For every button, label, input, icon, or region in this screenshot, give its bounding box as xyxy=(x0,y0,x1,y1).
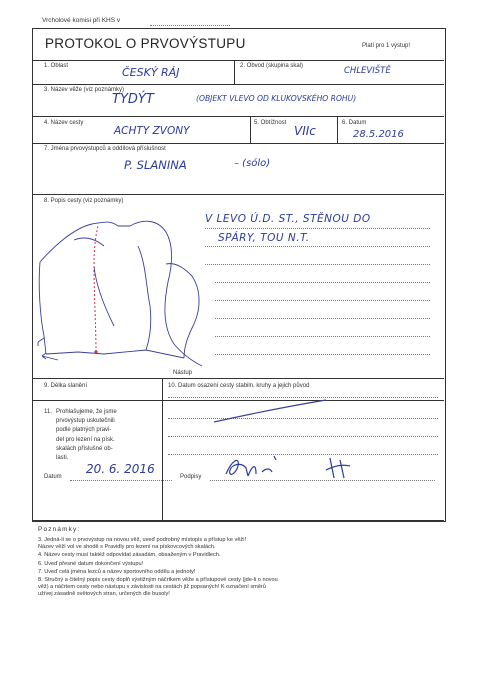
field-jmena-value[interactable]: P. SLANINA xyxy=(124,158,187,172)
note-item: Název věží vol ve shodě s Pravidly pro lezení na pískovcových skalách. xyxy=(38,544,216,551)
note-item: 8. Stručný a čitelný popis cesty doplň výstižným náčrtkem věže a přístupové cesty (jde-li o novou xyxy=(38,577,278,584)
field-vez-label: 3. Název věže (viz poznámky) xyxy=(44,87,125,93)
description-dotline xyxy=(215,282,430,283)
route-sketch xyxy=(34,206,214,376)
note-item: 4. Název cesty musí taktéž odpovídat zásadám, obsaženým v Pravidlech. xyxy=(38,552,221,559)
field-vez-note[interactable]: (OBJEKT VLEVO OD KLUKOVSKÉHO ROHU) xyxy=(196,94,357,103)
row-line xyxy=(32,143,444,144)
note-item: 7. Uveď celá jména lezců a název sportovního oddílu a jednoty! xyxy=(38,568,196,575)
declaration-dotline xyxy=(168,436,438,437)
col-line xyxy=(337,116,338,143)
rock-outline xyxy=(138,246,151,350)
description-dotline xyxy=(215,300,430,301)
rock-outline xyxy=(40,221,202,366)
note-item: 6. Uveď přesné datum dokončení výstupu! xyxy=(38,560,144,567)
form-title: PROTOKOL O PRVOVÝSTUPU xyxy=(45,36,246,51)
col-line xyxy=(162,378,163,520)
field-popis-line2[interactable]: SPÁRY, TOU N.T. xyxy=(218,232,310,244)
datum-value[interactable]: 20. 6. 2016 xyxy=(86,462,155,476)
field-jmena-label: 7. Jména prvovýstupců a oddílová příslušnost xyxy=(44,146,166,152)
row-line xyxy=(32,84,444,85)
route-start-mark xyxy=(94,350,97,353)
field-cesta-value[interactable]: ACHTY ZVONY xyxy=(114,125,190,137)
notes-heading: Poznámky: xyxy=(38,526,81,533)
datum-label: Datum xyxy=(44,474,62,480)
field-kruhy-label: 10. Datum osazení cesty stabiln. kruhy a jejich původ xyxy=(168,383,310,389)
field-cesta-label: 4. Název cesty xyxy=(44,120,84,126)
route-line xyxy=(94,226,98,352)
field-obtiznost-value[interactable]: VIIc xyxy=(294,124,316,138)
declaration-text xyxy=(56,408,117,463)
field-obvod-value[interactable]: CHLEVIŠTĚ xyxy=(344,66,391,76)
field-obtiznost-label: 5. Obtížnost xyxy=(254,120,287,126)
declaration-line: Prohlašujeme, že jsme xyxy=(56,409,117,415)
note-item: užívej zásadně světových stran, určených dle busoly! xyxy=(38,591,170,598)
description-dotline xyxy=(215,354,430,355)
description-dotline xyxy=(215,336,430,337)
col-line xyxy=(234,60,235,84)
description-dotline xyxy=(205,228,430,229)
podpisy-label: Podpisy xyxy=(180,474,202,480)
row-line xyxy=(32,194,444,195)
field-oblast-label: 1. Oblast xyxy=(44,63,69,69)
field-popis-label: 8. Popis cesty (viz poznámky) xyxy=(44,198,124,204)
strike-line xyxy=(210,396,330,426)
description-dotline xyxy=(205,246,430,247)
notes-list xyxy=(38,537,278,599)
nastup-label: Nástup xyxy=(173,370,193,376)
issuer-dotline xyxy=(150,25,230,26)
col-line xyxy=(250,116,251,143)
declaration-line: podle platných pravi- xyxy=(56,427,112,434)
declaration-line: prvovýstup uskutečnili xyxy=(56,418,115,425)
description-dotline xyxy=(215,318,430,319)
rock-outline xyxy=(166,264,199,358)
note-item: věž) a náčrtem cesty nebo nástupu v závislosti na cestách již popsaných! K označení směrů xyxy=(38,584,266,591)
description-dotline xyxy=(205,264,430,265)
issuer-text: Vrcholové komisi při KHS v xyxy=(42,17,121,24)
signature xyxy=(222,452,362,482)
datum-dotline xyxy=(70,480,172,481)
declaration-line: skalách příslušné ob- xyxy=(56,445,113,452)
field-obvod-label: 2. Obvod (skupina skal) xyxy=(240,63,304,69)
field-slaneni-label: 9. Délka slanění xyxy=(44,383,88,389)
validity-note: Platí pro 1 výstup! xyxy=(362,43,411,49)
field-prohlaseni-number: 11. xyxy=(44,409,52,415)
notes-separator xyxy=(32,520,444,521)
note-item: 3. Jedná-li se o prvovýstup na novou věž, uveď podrobný místopis a přístup ke věži! xyxy=(38,537,247,543)
field-vez-value[interactable]: TYDÝT xyxy=(112,92,154,107)
field-oblast-value[interactable]: ČESKÝ RÁJ xyxy=(122,66,180,79)
field-datum-label: 6. Datum xyxy=(342,120,367,126)
declaration-line: del pro lezení na písk. xyxy=(56,436,115,443)
rock-outline xyxy=(38,338,44,346)
row-line xyxy=(32,378,444,379)
row-line xyxy=(32,60,444,61)
field-jmena-note[interactable]: – (sólo) xyxy=(234,158,271,169)
declaration-line: lasti. xyxy=(56,455,69,462)
rock-outline xyxy=(46,350,184,358)
field-popis-line1[interactable]: V LEVO Ú.D. ST., STĚNOU DO xyxy=(205,213,371,225)
row-line xyxy=(32,116,444,117)
field-datum-value[interactable]: 28.5.2016 xyxy=(353,129,404,140)
